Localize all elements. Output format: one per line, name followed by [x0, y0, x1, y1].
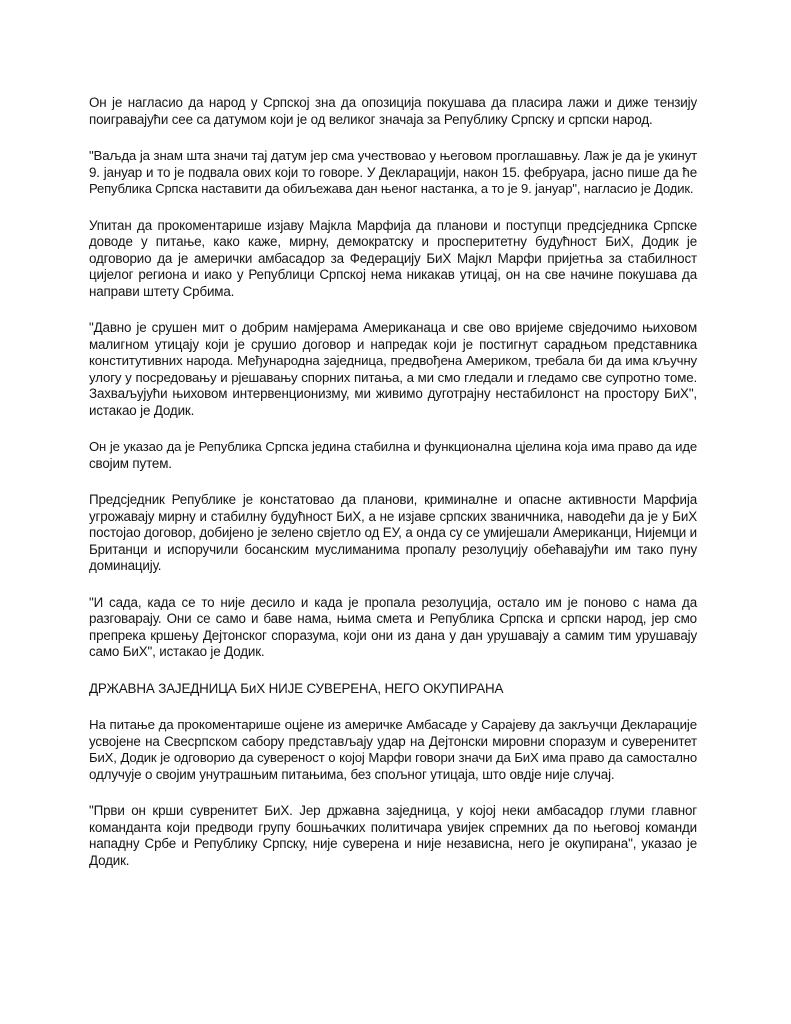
text-line: конститутивних народа. Међународна заједница, предвођена Америком, требала би да има кључну [89, 353, 697, 368]
paragraph-3 [89, 218, 697, 301]
text-line: Додик. [89, 852, 130, 868]
text-line: одлучује о својим унутрашњим питањима, без спољног утицаја, што овдје није случај. [89, 766, 615, 782]
text-line: Он је указао да је Република Српска једина стабилна и функционална цјелина која има право да иде [89, 439, 697, 454]
text-line: усвојене на Свесрпском сабору представљају удар на Дејтонски мировни споразум и суверенитет [89, 733, 697, 749]
text-line: доминацију. [89, 558, 162, 573]
text-line: Захваљујући њиховом интервенционизму, ми живимо дуготрајну нестабилонст на простору БиХ", [89, 386, 697, 401]
paragraph-6 [89, 492, 697, 575]
text-line: угрожавају мирну и стабилну будућност БиХ, а не изјаве српских званичника, наводећи да је у БиХ [89, 508, 697, 524]
text-line: БиХ, Додик је одговорио да сувереност о којој Марфи говори значи да БиХ има право да самостално [89, 750, 697, 765]
text-line: Предсједник Републике је констатовао да планови, криминалне и опасне активности Марфија [89, 492, 697, 507]
text-line: само БиХ", истакао је Додик. [89, 644, 265, 659]
paragraph-2-quote [89, 148, 697, 198]
text-line: "Давно је срушен мит о добрим намјерама Американаца и све ово вријеме свједочимо њиховом [89, 320, 697, 335]
text-line: цијелог региона и иако у Републици Српској нема никакав утицај, он на све начине покушава да [89, 267, 697, 282]
text-line: поигравајући сее са датумом који је од великог значаја за Републику Српску и српски народ. [89, 111, 653, 127]
text-line: "И сада, када се то није десило и када је пропала резолуција, остало им је поново с нама да [89, 594, 697, 610]
text-line: Британци и испоручили босанским муслиманима пропалу резолуцију обећавајући им тако пуну [89, 541, 697, 557]
text-line: команданта који предводи групу бошњачких политичара увијек спремних да по његовој команди [89, 819, 697, 835]
text-line: Упитан да прокоментарише изјаву Мајкла Марфија да планови и поступци предсједника Српске [89, 217, 697, 233]
text-line: На питање да прокоментарише оцјене из америчке Амбасаде у Сарајеву да закључци Декларације [89, 717, 697, 732]
paragraph-5 [89, 439, 697, 472]
text-line: истакао је Додик. [89, 402, 195, 418]
text-line: својим путем. [89, 455, 172, 471]
text-line: Република Српска наставити да обиљежава дан њеног настанка, а то је 9. јануар", нагласио је Додик. [89, 181, 694, 196]
paragraph-1 [89, 95, 697, 128]
text-line: одговорио да је амерички амбасадор за Федерацију БиХ Мајкл Марфи пријетња за стабилност [89, 250, 697, 266]
paragraph-8 [89, 717, 697, 783]
text-line: доводе у питање, како каже, мирну, демократску и просперитетну будућност БиХ, Додик је [89, 234, 697, 249]
text-line: нападну Србе и Републику Српску, није суверена и није независна, него је окупирана", указао је [89, 836, 697, 851]
heading-text: ДРЖАВНА ЗАЈЕДНИЦА БиХ НИЈЕ СУВЕРЕНА, НЕГО ОКУПИРАНА [89, 680, 504, 696]
paragraph-4-quote [89, 320, 697, 419]
text-line: направи штету Србима. [89, 283, 235, 299]
paragraph-9-quote [89, 803, 697, 869]
text-line: улогу у посредовању и рјешавању спорних питања, а ми смо гледали и гледамо све супротно томе. [89, 369, 697, 385]
text-line: 9. јануар и то је подвала ових који то говоре. У Декларацији, након 15. фебруара, јасно пише да ће [89, 164, 697, 180]
text-line: Он је нагласио да народ у Српској зна да опозиција покушава да пласира лажи и диже тензију [89, 95, 697, 110]
text-line: "Први он крши сувренитет БиХ. Јер државна заједница, у којој неки амбасадор глуми главног [89, 803, 697, 818]
section-heading [89, 681, 697, 698]
document-page [89, 95, 697, 889]
paragraph-7-quote [89, 595, 697, 661]
text-line: "Ваљда ја знам шта значи тај датум јер сма учествовао у његовом проглашавњу. Лаж је да је укинут [89, 148, 697, 163]
text-line: разговарају. Они се само и баве нама, њима смета и Република Српска и српски народ, јер смо [89, 611, 697, 626]
text-line: препрека кршењу Дејтонског споразума, који они из дана у дан урушавају а самим тим урушавају [89, 627, 697, 643]
text-line: постојао договор, добијено је зелено свјетло од ЕУ, а онда су се умијешали Американци, Нијемци и [89, 525, 697, 540]
text-line: малигном утицају који је срушио договор и напредак који је постигнут сарадњом представника [89, 336, 697, 352]
